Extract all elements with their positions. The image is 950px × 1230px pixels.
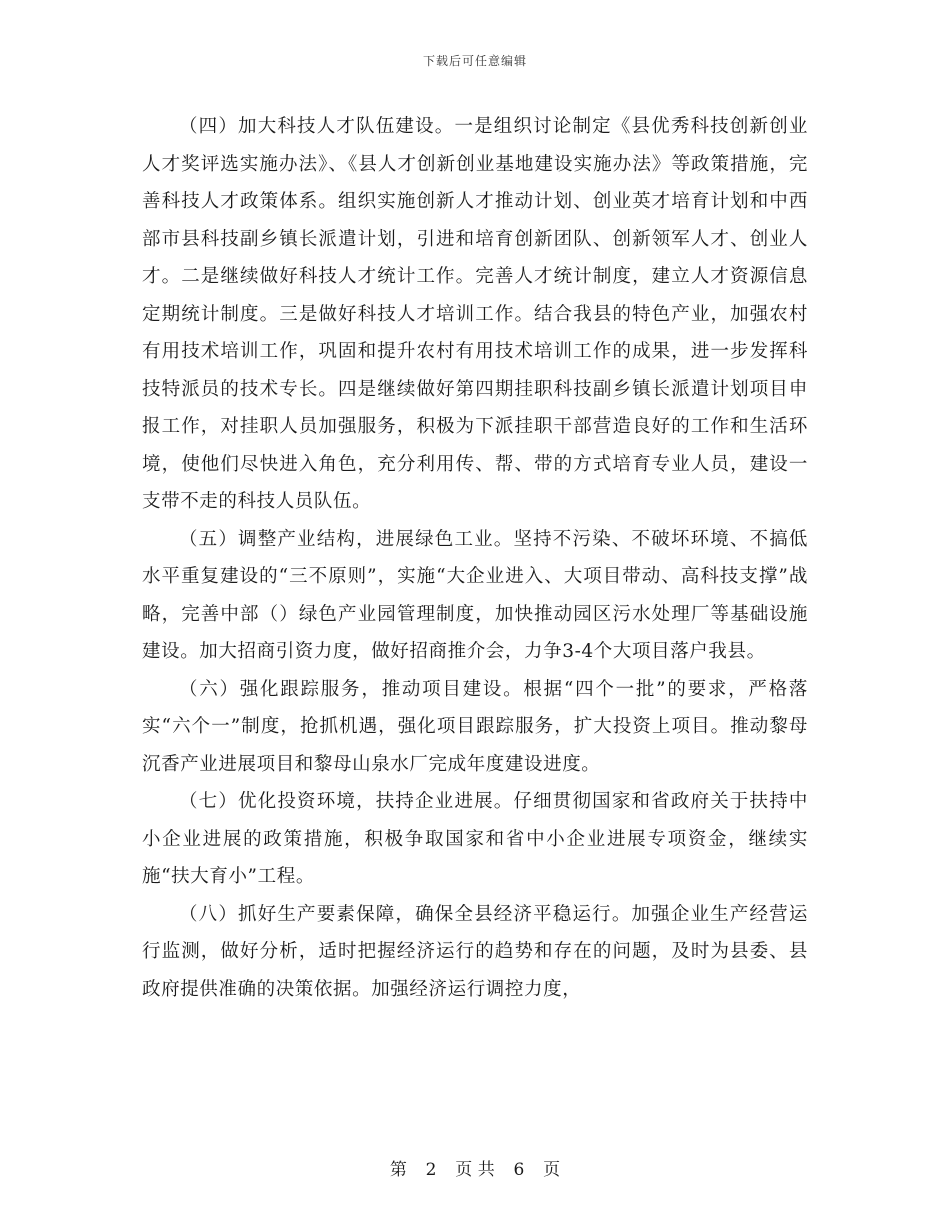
paragraph-section-6: （六）强化跟踪服务，推动项目建设。根据“四个一批”的要求，严格落实“六个一”制度，抢抓机遇，强化项目跟踪服务，扩大投资上项目。推动黎母沉香产业进展项目和黎母山泉水厂完成年度建设进度。 — [142, 678, 808, 775]
page-mid-label: 页 共 — [455, 1160, 495, 1180]
current-page-number: 2 — [425, 1160, 437, 1180]
paragraph-section-7: （七）优化投资环境，扶持企业进展。仔细贯彻国家和省政府关于扶持中小企业进展的政策措施，积极争取国家和省中小企业进展专项资金，继续实施“扶大育小”工程。 — [142, 791, 808, 887]
document-body — [142, 108, 808, 1008]
page-header-note: 下载后可任意编辑 — [422, 54, 527, 68]
total-pages-number: 6 — [513, 1160, 525, 1180]
page-footer — [0, 1155, 950, 1180]
paragraph-section-4: （四）加大科技人才队伍建设。一是组织讨论制定《县优秀科技创新创业人才奖评选实施办法》、《县人才创新创业基地建设实施办法》等政策措施，完善科技人才政策体系。组织实施创新人才推动计划、创业英才培育计划和中西部市县科技副乡镇长派遣计划，引进和培育创新团队、创新领军人才、创业人才。二是继续做好科技人才统计工作。完善人才统计制度，建立人才资源信息定期统计制度。三是做好科技人才培训工作。结合我县的特色产业，加强农村有用技术培训工作，巩固和提升农村有用技术培训工作的成果，进一步发挥科技特派员的技术专长。四是继续做好第四期挂职科技副乡镇长派遣计划项目申报工作，对挂职人员加强服务，积极为下派挂职干部营造良好的工作和生活环境，使他们尽快进入角色，充分利用传、帮、带的方式培育专业人员，建设一支带不走的科技人员队伍。 — [142, 116, 808, 512]
page-suffix: 页 — [543, 1160, 561, 1180]
paragraph-section-5: （五）调整产业结构，进展绿色工业。坚持不污染、不破坏环境、不搞低水平重复建设的“三不原则”，实施“大企业进入、大项目带动、高科技支撑”战略，完善中部（）绿色产业园管理制度，加快推动园区污水处理厂等基础设施建设。加大招商引资力度，做好招商推介会，力争3-4个大项目落户我县。 — [142, 528, 808, 662]
page-prefix: 第 — [389, 1160, 407, 1180]
paragraph-section-8: （八）抓好生产要素保障，确保全县经济平稳运行。加强企业生产经营运行监测，做好分析，适时把握经济运行的趋势和存在的问题，及时为县委、县政府提供准确的决策依据。加强经济运行调控力度， — [142, 903, 808, 1000]
